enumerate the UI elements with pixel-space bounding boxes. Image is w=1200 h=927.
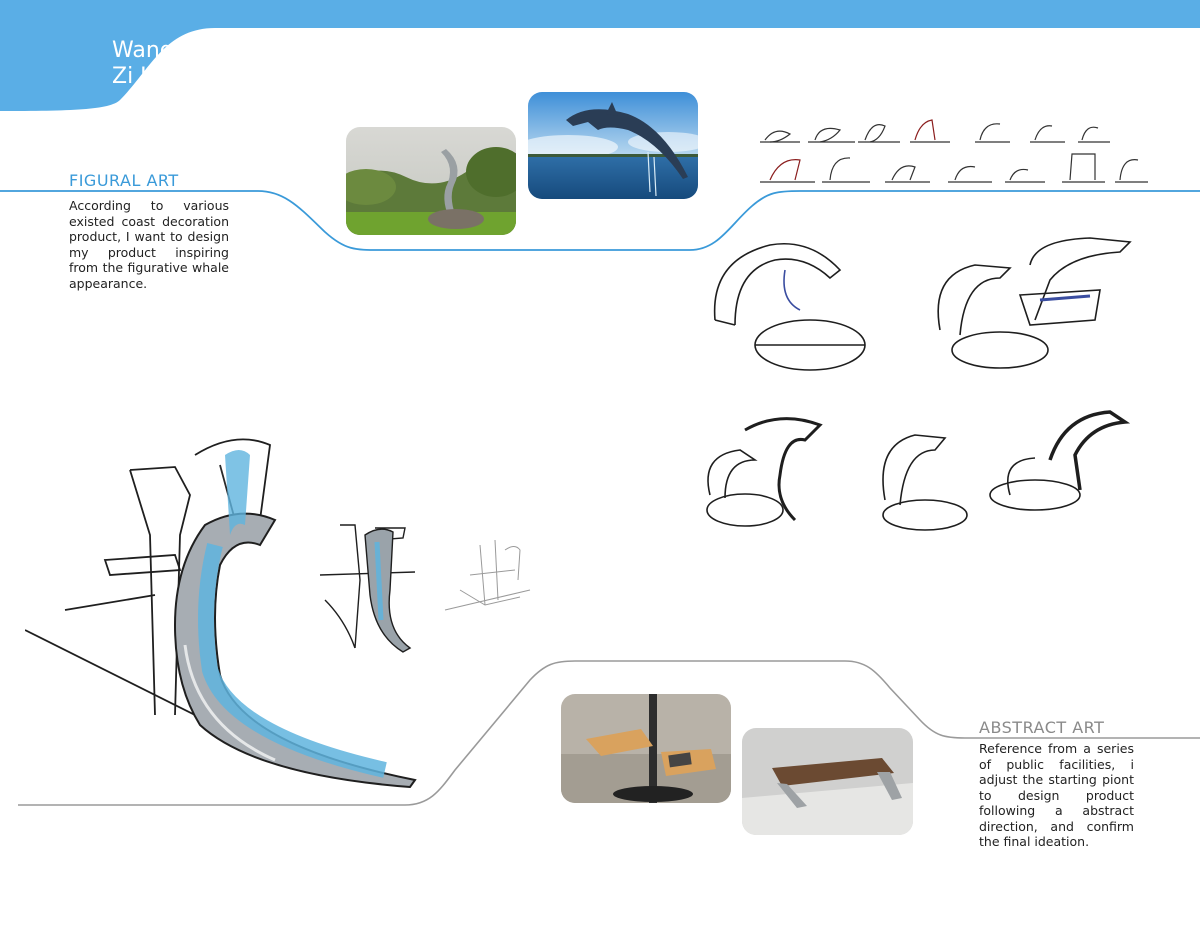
faint-sketch — [440, 535, 540, 620]
phone-stand-photo — [561, 694, 731, 803]
bench-photo — [742, 728, 913, 835]
small-product-sketch — [315, 520, 430, 660]
figural-text: According to various existed coast decoration product, I want to design my product inspiring from the figurative whale appearance. — [69, 198, 229, 291]
author-first-name: Wang — [112, 38, 174, 63]
abstract-text: Reference from a series of public facilities, i adjust the starting piont to design product following a abstract direction, and confirm the final ideation. — [979, 741, 1134, 849]
dolphin-photo — [528, 92, 698, 199]
concept-sketches-top — [690, 220, 1150, 390]
garden-sculpture-photo — [346, 127, 516, 235]
abstract-title: ABSTRACT ART — [979, 718, 1105, 737]
figural-title: FIGURAL ART — [69, 171, 179, 190]
author-last-name: Zi Hao — [112, 64, 184, 89]
author-name — [112, 38, 184, 90]
thumbnail-sketches — [760, 112, 1150, 188]
concept-sketches-bottom — [690, 400, 1160, 540]
